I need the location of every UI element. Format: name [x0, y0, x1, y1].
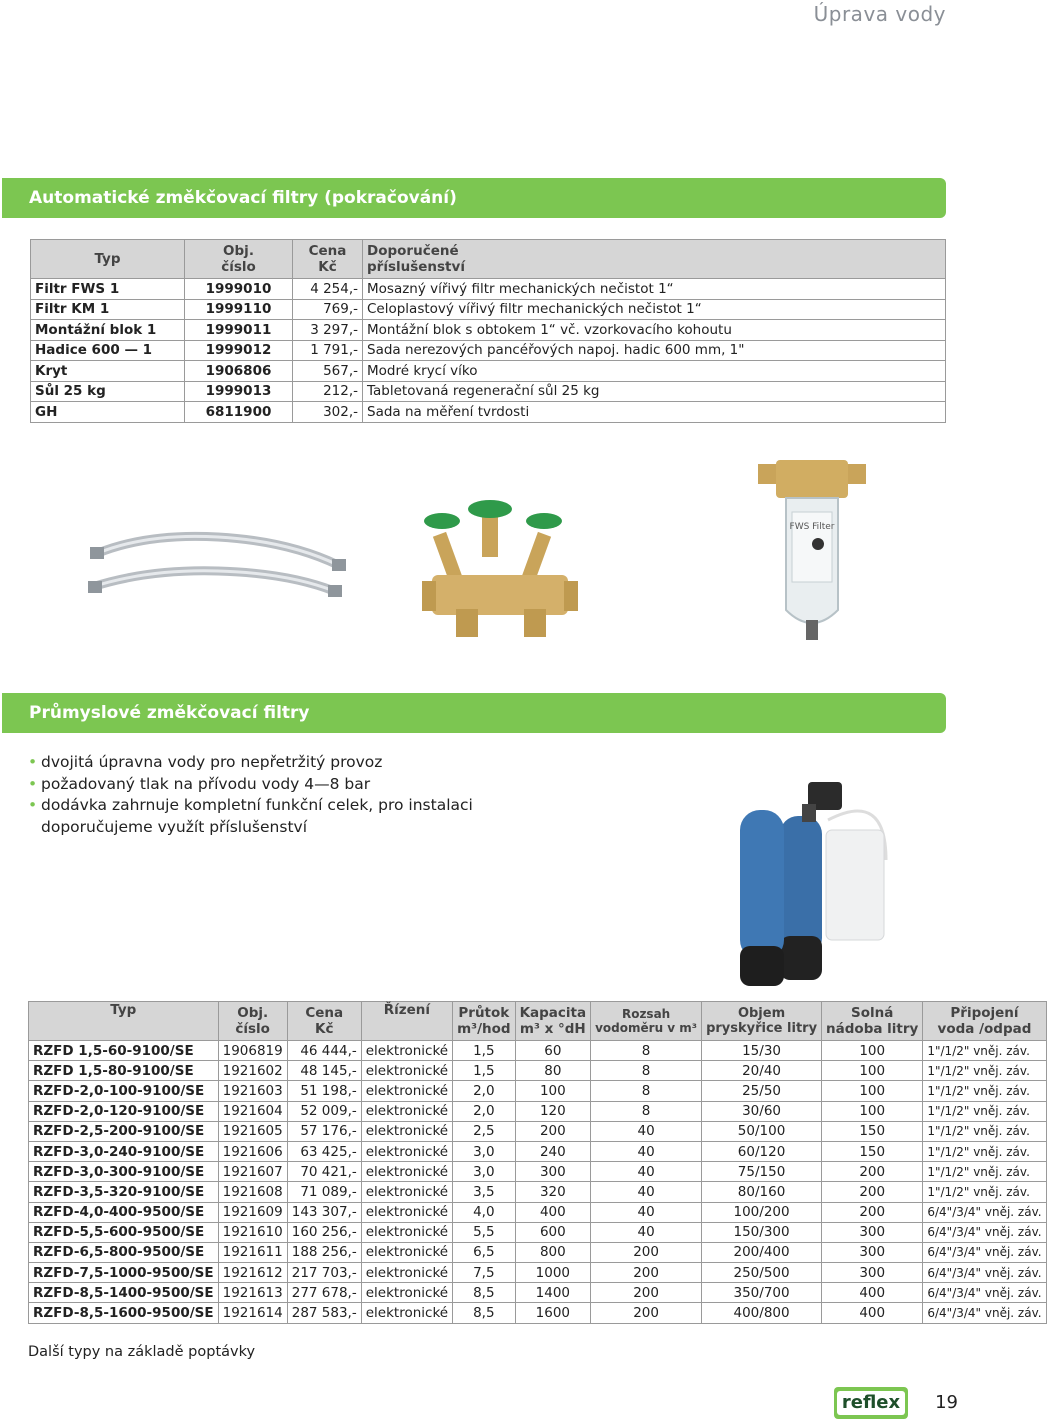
cell-typ: RZFD-2,5-200-9100/SE: [29, 1121, 219, 1141]
cell-objem: 200/400: [702, 1242, 822, 1262]
cell-pripojeni: 1"/1/2" vněj. záv.: [923, 1182, 1046, 1202]
cell-obj: 1921613: [218, 1283, 287, 1303]
section-title-automatic: Automatické změkčovací filtry (pokračování): [2, 178, 946, 218]
cell-obj: 1921608: [218, 1182, 287, 1202]
cell-pripojeni: 6/4"/3/4" vněj. záv.: [923, 1303, 1046, 1323]
cell-obj: 1906806: [185, 361, 293, 382]
cell-typ: Kryt: [31, 361, 185, 382]
table-row: [29, 1101, 1047, 1121]
cell-prutok: 6,5: [453, 1242, 515, 1262]
cell-rozsah: 200: [591, 1283, 702, 1303]
cell-cena: 4 254,-: [293, 279, 363, 300]
cell-doporucene: Sada na měření tvrdosti: [363, 402, 946, 423]
cell-cena: 70 421,-: [287, 1162, 361, 1182]
cell-pripojeni: 1"/1/2" vněj. záv.: [923, 1121, 1046, 1141]
cell-obj: 1921603: [218, 1081, 287, 1101]
cell-solna: 100: [822, 1061, 923, 1081]
cell-rozsah: 200: [591, 1242, 702, 1262]
cell-prutok: 3,0: [453, 1141, 515, 1161]
table-row: [31, 320, 946, 341]
cell-rizeni: elektronické: [361, 1121, 452, 1141]
col-typ: Typ: [31, 240, 185, 279]
table-row: [29, 1081, 1047, 1101]
cell-rozsah: 40: [591, 1121, 702, 1141]
cell-pripojeni: 1"/1/2" vněj. záv.: [923, 1141, 1046, 1161]
table-row: [29, 1303, 1047, 1323]
cell-rozsah: 40: [591, 1182, 702, 1202]
cell-prutok: 5,5: [453, 1222, 515, 1242]
table-header-row: [29, 1002, 1047, 1041]
cell-rizeni: elektronické: [361, 1283, 452, 1303]
col-obj: Obj. číslo: [218, 1002, 287, 1041]
table-row: [29, 1182, 1047, 1202]
table-row: [31, 340, 946, 361]
reflex-logo: reflex: [834, 1387, 908, 1419]
cell-kapacita: 80: [515, 1061, 591, 1081]
cell-objem: 20/40: [702, 1061, 822, 1081]
table-row: [29, 1162, 1047, 1182]
cell-objem: 150/300: [702, 1222, 822, 1242]
col-cena: Cena Kč: [287, 1002, 361, 1041]
cell-kapacita: 1000: [515, 1263, 591, 1283]
cell-solna: 300: [822, 1222, 923, 1242]
col-doporucene: Doporučené příslušenství: [363, 240, 946, 279]
cell-pripojeni: 6/4"/3/4" vněj. záv.: [923, 1283, 1046, 1303]
table-row: [29, 1242, 1047, 1262]
cell-cena: 63 425,-: [287, 1141, 361, 1161]
cell-doporucene: Celoplastový vířivý filtr mechanických nečistot 1“: [363, 299, 946, 320]
cell-prutok: 8,5: [453, 1303, 515, 1323]
cell-kapacita: 200: [515, 1121, 591, 1141]
cell-typ: RZFD 1,5-80-9100/SE: [29, 1061, 219, 1081]
cell-obj: 6811900: [185, 402, 293, 423]
col-obj: Obj. číslo: [185, 240, 293, 279]
cell-typ: Filtr FWS 1: [31, 279, 185, 300]
cell-cena: 3 297,-: [293, 320, 363, 341]
cell-objem: 60/120: [702, 1141, 822, 1161]
fws-filter-image: [758, 460, 868, 648]
cell-objem: 15/30: [702, 1041, 822, 1061]
cell-cena: 48 145,-: [287, 1061, 361, 1081]
cell-pripojeni: 1"/1/2" vněj. záv.: [923, 1041, 1046, 1061]
cell-obj: 1999012: [185, 340, 293, 361]
cell-cena: 769,-: [293, 299, 363, 320]
col-typ: Typ: [29, 1002, 219, 1041]
cell-kapacita: 100: [515, 1081, 591, 1101]
cell-pripojeni: 6/4"/3/4" vněj. záv.: [923, 1263, 1046, 1283]
cell-rizeni: elektronické: [361, 1242, 452, 1262]
cell-obj: 1921602: [218, 1061, 287, 1081]
table-row: [31, 299, 946, 320]
cell-cena: 212,-: [293, 381, 363, 402]
cell-solna: 100: [822, 1101, 923, 1121]
cell-kapacita: 400: [515, 1202, 591, 1222]
cell-obj: 1999013: [185, 381, 293, 402]
cell-solna: 200: [822, 1162, 923, 1182]
cell-obj: 1999110: [185, 299, 293, 320]
cell-rizeni: elektronické: [361, 1141, 452, 1161]
cell-typ: RZFD-2,0-100-9100/SE: [29, 1081, 219, 1101]
cell-solna: 150: [822, 1121, 923, 1141]
col-rozsah: Rozsah vodoměru v m³: [591, 1002, 702, 1041]
cell-typ: RZFD-6,5-800-9500/SE: [29, 1242, 219, 1262]
cell-rozsah: 8: [591, 1101, 702, 1121]
cell-objem: 75/150: [702, 1162, 822, 1182]
cell-prutok: 2,0: [453, 1101, 515, 1121]
cell-prutok: 4,0: [453, 1202, 515, 1222]
mounting-block-image: [420, 495, 580, 643]
cell-pripojeni: 1"/1/2" vněj. záv.: [923, 1101, 1046, 1121]
cell-cena: 188 256,-: [287, 1242, 361, 1262]
col-prutok: Průtok m³/hod: [453, 1002, 515, 1041]
cell-cena: 217 703,-: [287, 1263, 361, 1283]
cell-prutok: 7,5: [453, 1263, 515, 1283]
cell-obj: 1921611: [218, 1242, 287, 1262]
col-solna: Solná nádoba litry: [822, 1002, 923, 1041]
cell-objem: 400/800: [702, 1303, 822, 1323]
table-row: [29, 1121, 1047, 1141]
filter-label: FWS Filter: [789, 522, 835, 532]
cell-objem: 25/50: [702, 1081, 822, 1101]
cell-obj: 1921609: [218, 1202, 287, 1222]
cell-objem: 100/200: [702, 1202, 822, 1222]
cell-prutok: 8,5: [453, 1283, 515, 1303]
cell-rozsah: 8: [591, 1061, 702, 1081]
cell-obj: 1921606: [218, 1141, 287, 1161]
cell-doporucene: Tabletovaná regenerační sůl 25 kg: [363, 381, 946, 402]
cell-solna: 300: [822, 1263, 923, 1283]
cell-cena: 302,-: [293, 402, 363, 423]
cell-obj: 1921610: [218, 1222, 287, 1242]
page-header-title: Úprava vody: [813, 2, 946, 26]
cell-cena: 567,-: [293, 361, 363, 382]
cell-pripojeni: 1"/1/2" vněj. záv.: [923, 1081, 1046, 1101]
cell-typ: RZFD-5,5-600-9500/SE: [29, 1222, 219, 1242]
cell-obj: 1921612: [218, 1263, 287, 1283]
col-cena: Cena Kč: [293, 240, 363, 279]
table-row: [31, 381, 946, 402]
cell-rizeni: elektronické: [361, 1263, 452, 1283]
cell-obj: 1921607: [218, 1162, 287, 1182]
cell-kapacita: 1400: [515, 1283, 591, 1303]
table-header-row: [31, 240, 946, 279]
cell-rizeni: elektronické: [361, 1101, 452, 1121]
cell-rozsah: 8: [591, 1041, 702, 1061]
table-row: [29, 1202, 1047, 1222]
section-title-industrial: Průmyslové změkčovací filtry: [2, 693, 946, 733]
cell-prutok: 1,5: [453, 1041, 515, 1061]
cell-typ: RZFD-3,0-240-9100/SE: [29, 1141, 219, 1161]
cell-obj: 1999010: [185, 279, 293, 300]
cell-cena: 287 583,-: [287, 1303, 361, 1323]
table-row: [29, 1283, 1047, 1303]
cell-prutok: 2,5: [453, 1121, 515, 1141]
cell-rizeni: elektronické: [361, 1202, 452, 1222]
hoses-image: [88, 525, 350, 605]
list-item: • požadovaný tlak na přívodu vody 4—8 bar: [28, 774, 371, 793]
table-row: [29, 1061, 1047, 1081]
cell-solna: 200: [822, 1202, 923, 1222]
cell-rizeni: elektronické: [361, 1222, 452, 1242]
cell-cena: 52 009,-: [287, 1101, 361, 1121]
cell-solna: 100: [822, 1041, 923, 1061]
cell-cena: 1 791,-: [293, 340, 363, 361]
cell-objem: 50/100: [702, 1121, 822, 1141]
cell-rozsah: 200: [591, 1263, 702, 1283]
cell-doporucene: Montážní blok s obtokem 1“ vč. vzorkovacího kohoutu: [363, 320, 946, 341]
cell-cena: 143 307,-: [287, 1202, 361, 1222]
cell-rizeni: elektronické: [361, 1162, 452, 1182]
cell-solna: 200: [822, 1182, 923, 1202]
cell-doporucene: Modré krycí víko: [363, 361, 946, 382]
cell-solna: 150: [822, 1141, 923, 1161]
cell-rozsah: 8: [591, 1081, 702, 1101]
cell-rizeni: elektronické: [361, 1303, 452, 1323]
cell-kapacita: 600: [515, 1222, 591, 1242]
cell-typ: RZFD-3,0-300-9100/SE: [29, 1162, 219, 1182]
cell-solna: 400: [822, 1283, 923, 1303]
list-item: • dvojitá úpravna vody pro nepřetržitý provoz: [28, 753, 383, 771]
cell-doporucene: Sada nerezových pancéřových napoj. hadic 600 mm, 1": [363, 340, 946, 361]
cell-obj: 1906819: [218, 1041, 287, 1061]
table-row: [29, 1222, 1047, 1242]
cell-kapacita: 800: [515, 1242, 591, 1262]
cell-solna: 400: [822, 1303, 923, 1323]
cell-rozsah: 40: [591, 1202, 702, 1222]
table-row: [29, 1263, 1047, 1283]
footnote: Další typy na základě poptávky: [28, 1344, 256, 1360]
cell-typ: RZFD-8,5-1600-9500/SE: [29, 1303, 219, 1323]
cell-pripojeni: 1"/1/2" vněj. záv.: [923, 1061, 1046, 1081]
cell-kapacita: 1600: [515, 1303, 591, 1323]
cell-rozsah: 40: [591, 1222, 702, 1242]
list-item-continuation: doporučujeme využít příslušenství: [41, 817, 307, 836]
cell-typ: RZFD 1,5-60-9100/SE: [29, 1041, 219, 1061]
cell-obj: 1921614: [218, 1303, 287, 1323]
table-row: [31, 402, 946, 423]
cell-kapacita: 320: [515, 1182, 591, 1202]
cell-rozsah: 40: [591, 1162, 702, 1182]
cell-kapacita: 300: [515, 1162, 591, 1182]
cell-obj: 1921604: [218, 1101, 287, 1121]
industrial-softeners-table: [28, 1001, 1047, 1324]
cell-prutok: 3,5: [453, 1182, 515, 1202]
cell-kapacita: 120: [515, 1101, 591, 1121]
col-objem: Objem pryskyřice litry: [702, 1002, 822, 1041]
col-pripojeni: Připojení voda /odpad: [923, 1002, 1046, 1041]
table-row: [29, 1141, 1047, 1161]
cell-kapacita: 60: [515, 1041, 591, 1061]
cell-pripojeni: 1"/1/2" vněj. záv.: [923, 1162, 1046, 1182]
list-item: • dodávka zahrnuje kompletní funkční celek, pro instalaci: [28, 796, 473, 814]
col-rizeni: Řízení: [361, 1002, 452, 1041]
cell-prutok: 2,0: [453, 1081, 515, 1101]
col-kapacita: Kapacita m³ x °dH: [515, 1002, 591, 1041]
cell-pripojeni: 6/4"/3/4" vněj. záv.: [923, 1202, 1046, 1222]
cell-solna: 100: [822, 1081, 923, 1101]
cell-prutok: 3,0: [453, 1162, 515, 1182]
cell-rozsah: 200: [591, 1303, 702, 1323]
cell-typ: RZFD-3,5-320-9100/SE: [29, 1182, 219, 1202]
cell-cena: 57 176,-: [287, 1121, 361, 1141]
cell-typ: Sůl 25 kg: [31, 381, 185, 402]
cell-cena: 46 444,-: [287, 1041, 361, 1061]
cell-objem: 80/160: [702, 1182, 822, 1202]
cell-typ: RZFD-8,5-1400-9500/SE: [29, 1283, 219, 1303]
cell-doporucene: Mosazný vířivý filtr mechanických nečistot 1“: [363, 279, 946, 300]
table-row: [31, 361, 946, 382]
cell-pripojeni: 6/4"/3/4" vněj. záv.: [923, 1242, 1046, 1262]
cell-kapacita: 240: [515, 1141, 591, 1161]
cell-cena: 160 256,-: [287, 1222, 361, 1242]
cell-cena: 51 198,-: [287, 1081, 361, 1101]
cell-typ: GH: [31, 402, 185, 423]
cell-cena: 71 089,-: [287, 1182, 361, 1202]
cell-typ: RZFD-2,0-120-9100/SE: [29, 1101, 219, 1121]
cell-typ: RZFD-4,0-400-9500/SE: [29, 1202, 219, 1222]
cell-prutok: 1,5: [453, 1061, 515, 1081]
table-row: [29, 1041, 1047, 1061]
cell-typ: RZFD-7,5-1000-9500/SE: [29, 1263, 219, 1283]
cell-objem: 350/700: [702, 1283, 822, 1303]
cell-obj: 1921605: [218, 1121, 287, 1141]
accessories-table: [30, 239, 946, 423]
cell-objem: 250/500: [702, 1263, 822, 1283]
cell-rizeni: elektronické: [361, 1061, 452, 1081]
cell-rizeni: elektronické: [361, 1182, 452, 1202]
cell-typ: Filtr KM 1: [31, 299, 185, 320]
cell-obj: 1999011: [185, 320, 293, 341]
cell-rizeni: elektronické: [361, 1041, 452, 1061]
table-row: [31, 279, 946, 300]
feature-list: [28, 752, 473, 838]
cell-rizeni: elektronické: [361, 1081, 452, 1101]
cell-rozsah: 40: [591, 1141, 702, 1161]
cell-objem: 30/60: [702, 1101, 822, 1121]
softener-tanks-image: [736, 780, 892, 990]
cell-solna: 300: [822, 1242, 923, 1262]
cell-typ: Montážní blok 1: [31, 320, 185, 341]
page-number: 19: [935, 1392, 958, 1413]
cell-pripojeni: 6/4"/3/4" vněj. záv.: [923, 1222, 1046, 1242]
cell-typ: Hadice 600 — 1: [31, 340, 185, 361]
cell-cena: 277 678,-: [287, 1283, 361, 1303]
